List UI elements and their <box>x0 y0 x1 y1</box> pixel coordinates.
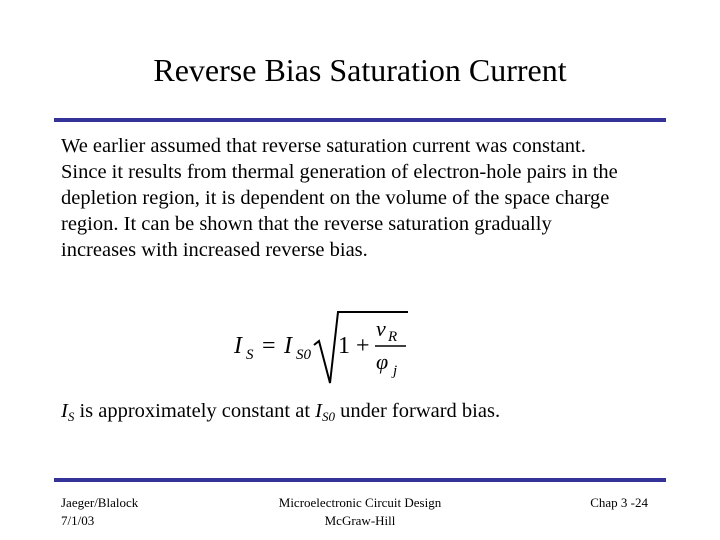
note-symbol-2: I <box>315 400 322 422</box>
slide-title: Reverse Bias Saturation Current <box>153 52 567 88</box>
body-line: We earlier assumed that reverse saturation current was constant. <box>61 135 586 157</box>
eq-equals: = <box>262 333 276 359</box>
title-divider <box>54 118 666 122</box>
note-subscript: S <box>67 409 75 424</box>
saturation-current-equation <box>226 303 426 389</box>
footer-date: 7/1/03 <box>61 513 95 528</box>
footer-book-title: Microelectronic Circuit Design <box>278 495 442 510</box>
eq-rhs-subscript: S0 <box>296 347 311 363</box>
eq-numerator-subscript: R <box>388 329 398 345</box>
body-line: increases with increased reverse bias. <box>61 239 368 261</box>
body-line: region. It can be shown that the reverse saturation gradually <box>61 213 552 235</box>
footer-author-names: Jaeger/Blalock <box>61 495 139 510</box>
eq-one-plus: 1 + <box>338 333 370 359</box>
body-line: Since it results from thermal generation of electron-hole pairs in the <box>61 161 618 183</box>
note-text-middle: is approximately constant at <box>74 400 316 422</box>
footer-divider <box>54 478 666 482</box>
note-subscript-2: S0 <box>321 409 335 424</box>
eq-rhs-symbol: I <box>284 333 292 359</box>
eq-numerator-symbol: v <box>376 316 386 341</box>
footer-publisher: McGraw-Hill <box>324 513 396 528</box>
forward-bias-note <box>61 398 500 424</box>
note-text-end: under forward bias. <box>334 400 501 422</box>
eq-lhs-subscript: S <box>246 347 254 363</box>
eq-lhs-symbol: I <box>234 333 242 359</box>
eq-denominator-subscript: j <box>393 363 398 379</box>
eq-denominator-symbol: φ <box>376 349 389 374</box>
note-symbol: I <box>61 400 68 422</box>
footer-book <box>210 494 510 530</box>
body-line: depletion region, it is dependent on the volume of the space charge <box>61 187 610 209</box>
footer-page-number: Chap 3 -24 <box>590 495 648 510</box>
footer-authors <box>61 494 138 530</box>
body-paragraph <box>61 133 661 263</box>
